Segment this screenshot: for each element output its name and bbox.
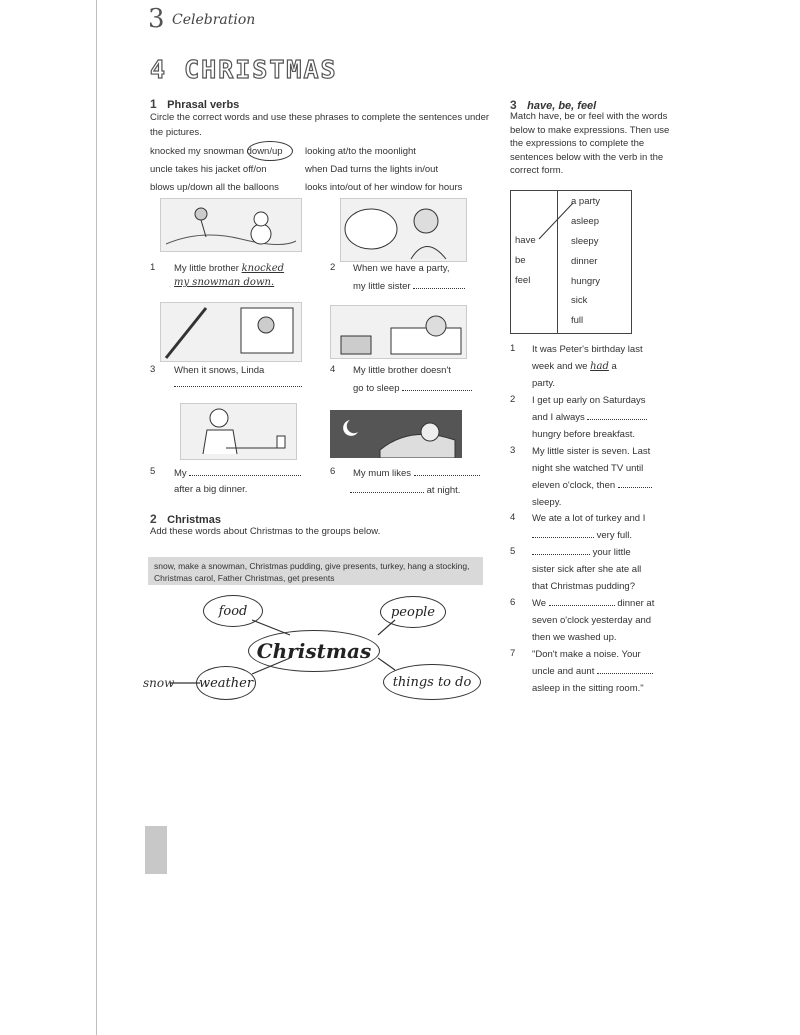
item5-blank[interactable]: [189, 465, 301, 476]
s3-item6-text: [532, 595, 672, 646]
mindmap-node-food: food: [203, 595, 263, 627]
s3-item1-line3: party.: [532, 378, 556, 389]
picture-window-snow: [160, 302, 302, 362]
verb-be: be: [515, 255, 526, 266]
s3-item7-line1: "Don't make a noise. Your: [532, 649, 641, 660]
item6-text: [353, 465, 480, 481]
s3-item1-prompt: week and we: [532, 361, 588, 372]
circle-mark: [247, 141, 293, 161]
s3-item6-prompt: We: [532, 598, 547, 609]
s3-item1-line2: [532, 358, 672, 375]
s3-item3-line3: [532, 477, 672, 494]
item1-answer: knocked: [241, 263, 285, 274]
mindmap-node-people: people: [380, 596, 446, 628]
word-sick: sick: [571, 295, 588, 306]
s3-item7-line2: [532, 663, 672, 680]
phrase-left-3: blows up/down all the balloons: [150, 182, 279, 193]
s3-item6-after: dinner at: [617, 598, 655, 609]
s3-item3-line2: night she watched TV until: [532, 463, 644, 474]
item3-text: When it snows, Linda: [174, 365, 265, 376]
page-margin-line: [96, 0, 97, 1035]
s3-item5-text: [532, 544, 672, 595]
s3-item1-text: [532, 341, 672, 392]
s3-item5-blank[interactable]: [532, 544, 590, 555]
item5-text-2: after a big dinner.: [174, 484, 248, 495]
s3-item6-blank[interactable]: [549, 595, 615, 606]
s3-item1-number: 1: [510, 343, 516, 354]
unit-name: Celebration: [172, 12, 256, 28]
picture-man-dinner: [180, 403, 297, 460]
s3-item1-line1: It was Peter's birthday last: [532, 344, 643, 355]
s3-item4-line2: [532, 527, 672, 544]
word-box: snow, make a snowman, Christmas pudding, give presents, turkey, hang a stocking, Christmas carol, Father Christmas, get presents: [148, 557, 483, 585]
s3-item4-prompt: very full.: [596, 530, 633, 541]
s3-item7-blank[interactable]: [597, 663, 653, 674]
s3-item6-line1: [532, 595, 672, 612]
verb-have: have: [515, 235, 536, 246]
section3-number: 3: [510, 98, 517, 112]
s3-item3-text: [532, 443, 672, 511]
word-sleepy: sleepy: [571, 236, 599, 247]
item4-prompt-2: go to sleep: [353, 383, 400, 394]
s3-item4-number: 4: [510, 512, 516, 523]
section3-instructions: Match have, be or feel with the words below to make expressions. Then use the expressions to complete the sentences below with the verb in the correct form.: [510, 111, 670, 176]
section1-title: Phrasal verbs: [167, 99, 240, 111]
s3-item5-line2: sister sick after she ate all: [532, 564, 642, 575]
item1-text: [174, 261, 284, 276]
unit-number: 3: [148, 4, 165, 34]
s3-item1-answer: had: [590, 361, 609, 372]
item2-number: 2: [330, 262, 336, 273]
item4-number: 4: [330, 364, 336, 375]
item6-prompt-2: at night.: [426, 485, 461, 496]
s3-item7-line3: asleep in the sitting room.": [532, 683, 644, 694]
s3-item5-line1: [532, 544, 672, 561]
s3-item3-blank[interactable]: [618, 477, 652, 488]
word-asleep: asleep: [571, 216, 599, 227]
section3-title: have, be, feel: [527, 100, 597, 112]
picture-night-sleep: [330, 410, 462, 458]
s3-item3-number: 3: [510, 445, 516, 456]
word-dinner: dinner: [571, 256, 598, 267]
mindmap-node-weather: weather: [196, 666, 256, 700]
mindmap-node-things-to-do: things to do: [383, 664, 481, 700]
s3-item2-line2: [532, 409, 672, 426]
s3-item2-number: 2: [510, 394, 516, 405]
s3-item4-blank[interactable]: [532, 527, 594, 538]
s3-item3-line4: sleepy.: [532, 497, 562, 508]
s3-item7-text: [532, 646, 672, 697]
s3-item6-number: 6: [510, 597, 516, 608]
item6-number: 6: [330, 466, 336, 477]
word-full: full: [571, 315, 584, 326]
s3-item5-number: 5: [510, 546, 516, 557]
item4-text-2: [353, 380, 472, 396]
s3-item5-prompt: your little: [592, 547, 631, 558]
item5-prompt: My: [174, 468, 187, 479]
item6-blank[interactable]: [414, 465, 480, 476]
phrase-left-2: uncle takes his jacket off/on: [150, 164, 267, 175]
item6-prompt: My mum likes: [353, 468, 412, 479]
item3-number: 3: [150, 364, 156, 375]
phrase-left-1: knocked my snowman down/up: [150, 146, 283, 157]
s3-item3-line1: My little sister is seven. Last: [532, 446, 651, 457]
mindmap-center: Christmas: [248, 630, 380, 672]
s3-item6-line3: then we washed up.: [532, 632, 617, 643]
s3-item2-blank[interactable]: [587, 409, 647, 420]
s3-item7-number: 7: [510, 648, 516, 659]
picture-bed: [330, 305, 467, 359]
item2-text-2: [353, 278, 465, 294]
s3-item2-line1: I get up early on Saturdays: [532, 395, 646, 406]
match-box: [510, 190, 632, 334]
word-a-party: a party: [571, 196, 601, 207]
section1-number: 1: [150, 97, 157, 111]
item1-prompt: My little brother: [174, 263, 239, 274]
section1-instructions: Circle the correct words and use these phrases to complete the sentences under the pictures.: [150, 112, 490, 138]
picture-snowman: [160, 198, 302, 252]
mindmap-example-snow: snow: [143, 676, 175, 690]
s3-item5-line3: that Christmas pudding?: [532, 581, 635, 592]
phrase-right-3: looks into/out of her window for hours: [305, 182, 463, 193]
lesson-title: 4 CHRISTMAS: [150, 55, 338, 84]
item5-number: 5: [150, 466, 156, 477]
item1-number: 1: [150, 262, 156, 273]
verb-feel: feel: [515, 275, 531, 286]
s3-item3-prompt: eleven o'clock, then: [532, 480, 616, 491]
s3-item2-line3: hungry before breakfast.: [532, 429, 635, 440]
item4-blank[interactable]: [402, 380, 472, 391]
item2-prompt-2: my little sister: [353, 281, 411, 292]
phrase-right-1: looking at/to the moonlight: [305, 146, 416, 157]
phrase-right-2: when Dad turns the lights in/out: [305, 164, 439, 175]
item3-blank[interactable]: [174, 376, 302, 387]
item2-blank[interactable]: [413, 278, 465, 289]
scan-artifact: [145, 826, 167, 874]
item2-text: When we have a party,: [353, 263, 450, 274]
s3-item1-after: a: [611, 361, 617, 372]
item5-text: [174, 465, 301, 481]
item6-text-2: [350, 482, 460, 498]
section2-instructions: Add these words about Christmas to the groups below.: [150, 526, 381, 537]
item6-blank-2[interactable]: [350, 482, 424, 493]
s3-item4-text: [532, 510, 672, 544]
word-hungry: hungry: [571, 276, 601, 287]
section2-number: 2: [150, 512, 157, 526]
s3-item2-text: [532, 392, 672, 443]
section2-title: Christmas: [167, 514, 221, 526]
item1-answer-2: my snowman down.: [174, 277, 275, 288]
s3-item4-line1: We ate a lot of turkey and I: [532, 513, 646, 524]
s3-item7-prompt: uncle and aunt: [532, 666, 595, 677]
picture-balloon: [340, 198, 467, 262]
item4-text: My little brother doesn't: [353, 365, 451, 376]
s3-item6-line2: seven o'clock yesterday and: [532, 615, 652, 626]
s3-item2-prompt: and I always: [532, 412, 585, 423]
